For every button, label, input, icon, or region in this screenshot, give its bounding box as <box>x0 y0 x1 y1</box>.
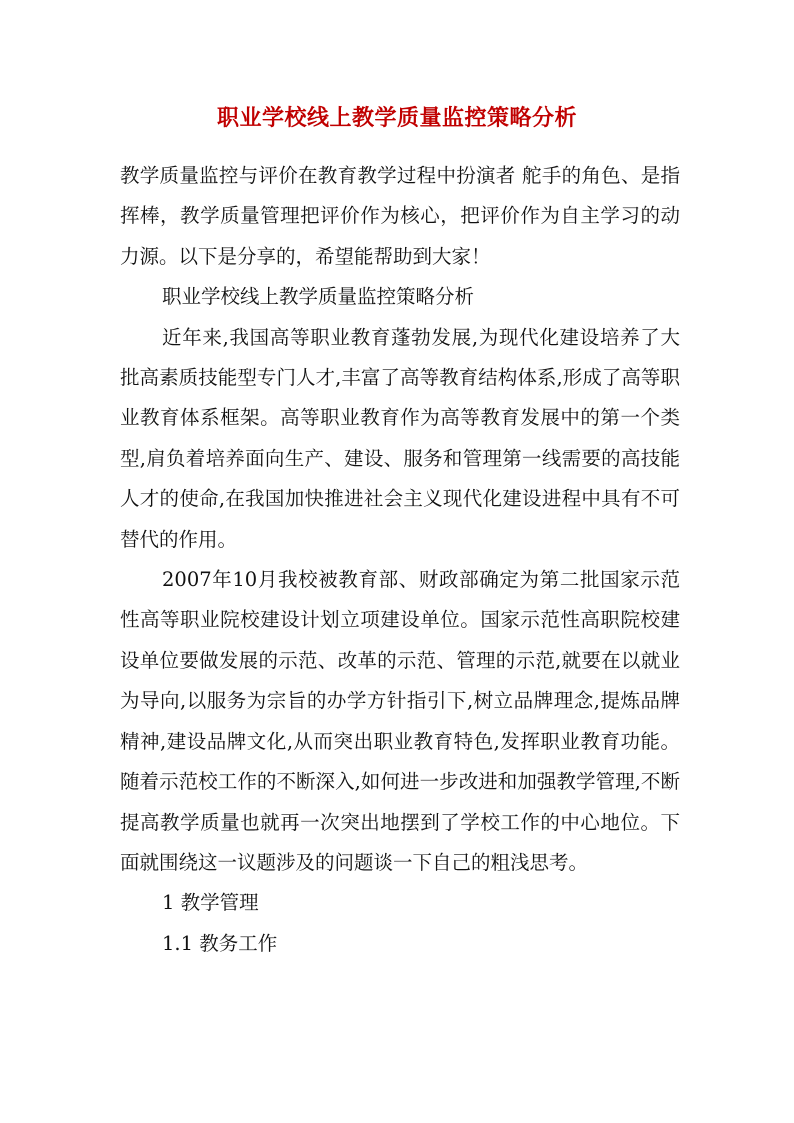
body-paragraph: 近年来,我国高等职业教育蓬勃发展,为现代化建设培养了大批高素质技能型专门人才,丰富了高等教育结构体系,形成了高等职业教育体系框架。高等职业教育作为高等教育发展中的第一个类型,肩负着培养面向生产、建设、服务和管理第一线需要的高技能人才的使命,在我国加快推进社会主义现代化建设进程中具有不可替代的作用。 <box>120 325 680 551</box>
heading-teaching-management: 1 教学管理 <box>162 891 259 915</box>
section-title: 职业学校线上教学质量监控策略分析 <box>162 285 475 309</box>
document-body <box>120 156 680 964</box>
heading-academic-affairs: 1.1 教务工作 <box>162 931 278 955</box>
document-title: 职业学校线上教学质量监控策略分析 <box>216 105 577 131</box>
intro-paragraph: 教学质量监控与评价在教育教学过程中扮演者 舵手的角色、是指挥棒，教学质量管理把评价作为核心，把评价作为自主学习的动力源。以下是分享的，希望能帮助到大家！ <box>120 164 680 268</box>
body-paragraph: 2007年10月我校被教育部、财政部确定为第二批国家示范性高等职业院校建设计划立项建设单位。国家示范性高职院校建设单位要做发展的示范、改革的示范、管理的示范,就要在以就业为导向,以服务为宗旨的办学方针指引下,树立品牌理念,提炼品牌精神,建设品牌文化,从而突出职业教育特色,发挥职业教育功能。随着示范校工作的不断深入,如何进一步改进和加强教学管理,不断提高教学质量也就再一次突出地摆到了学校工作的中心地位。下面就围绕这一议题涉及的问题谈一下自己的粗浅思考。 <box>120 568 680 874</box>
